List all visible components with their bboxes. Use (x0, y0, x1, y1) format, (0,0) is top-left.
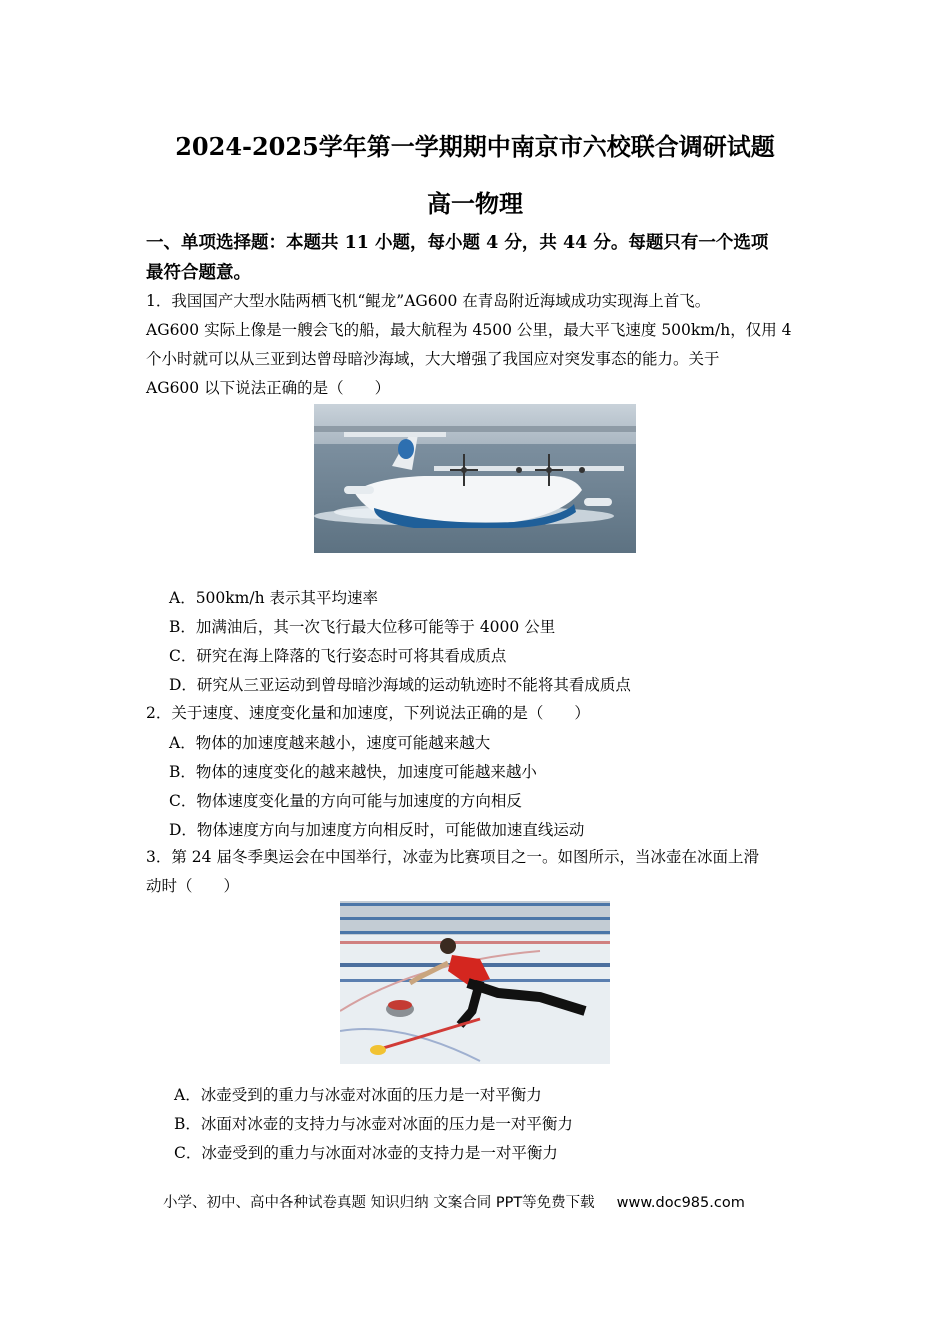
question-1-stem (146, 287, 816, 403)
question-line: 个小时就可以从三亚到达曾母暗沙海域，大大增强了我国应对突发事态的能力。关于 (146, 350, 720, 368)
question-line: 动时（ ） (146, 877, 240, 895)
question-line: 2．关于速度、速度变化量和加速度，下列说法正确的是（ ） (146, 704, 590, 722)
option-item: C．冰壶受到的重力与冰面对冰壶的支持力是一对平衡力 (174, 1144, 558, 1162)
question-line: AG600 实际上像是一艘会飞的船，最大航程为 4500 公里，最大平飞速度 500km/h，仅用 4 (146, 321, 792, 339)
question-3-stem (146, 843, 816, 901)
section-heading (146, 228, 816, 288)
section-heading-line: 一、单项选择题：本题共 11 小题，每小题 4 分，共 44 分。每题只有一个选项 (146, 233, 769, 253)
option-item: A．物体的加速度越来越小，速度可能越来越大 (169, 734, 491, 752)
footer-text: 小学、初中、高中各种试卷真题 知识归纳 文案合同 PPT等免费下载 (163, 1195, 595, 1211)
option-item: D．研究从三亚运动到曾母暗沙海域的运动轨迹时不能将其看成质点 (169, 676, 631, 694)
exam-subtitle: 高一物理 (427, 189, 523, 218)
option-item: C．研究在海上降落的飞行姿态时可将其看成质点 (169, 647, 507, 665)
question-2-stem (146, 699, 816, 728)
option-item: B．加满油后，其一次飞行最大位移可能等于 4000 公里 (169, 618, 556, 636)
option-item: B．物体的速度变化的越来越快，加速度可能越来越小 (169, 763, 537, 781)
option-item: A．500km/h 表示其平均速率 (169, 589, 379, 607)
option-item: C．物体速度变化量的方向可能与加速度的方向相反 (169, 792, 522, 810)
option-item: A．冰壶受到的重力与冰壶对冰面的压力是一对平衡力 (174, 1086, 542, 1104)
question-line: 3．第 24 届冬季奥运会在中国举行，冰壶为比赛项目之一。如图所示，当冰壶在冰面上滑 (146, 848, 759, 866)
footer-site-link[interactable]: www.doc985.com (616, 1195, 745, 1211)
curling-photo (340, 901, 610, 1064)
seaplane-photo (314, 404, 636, 553)
exam-title: 2024-2025学年第一学期期中南京市六校联合调研试题 (175, 132, 775, 161)
section-heading-line: 最符合题意。 (146, 263, 251, 283)
page-footer (163, 1191, 745, 1212)
option-item: B．冰面对冰壶的支持力与冰壶对冰面的压力是一对平衡力 (174, 1115, 573, 1133)
option-item: D．物体速度方向与加速度方向相反时，可能做加速直线运动 (169, 821, 585, 839)
question-line: AG600 以下说法正确的是（ ） (146, 379, 391, 397)
question-line: 1．我国国产大型水陆两栖飞机“鲲龙”AG600 在青岛附近海域成功实现海上首飞。 (146, 292, 711, 310)
